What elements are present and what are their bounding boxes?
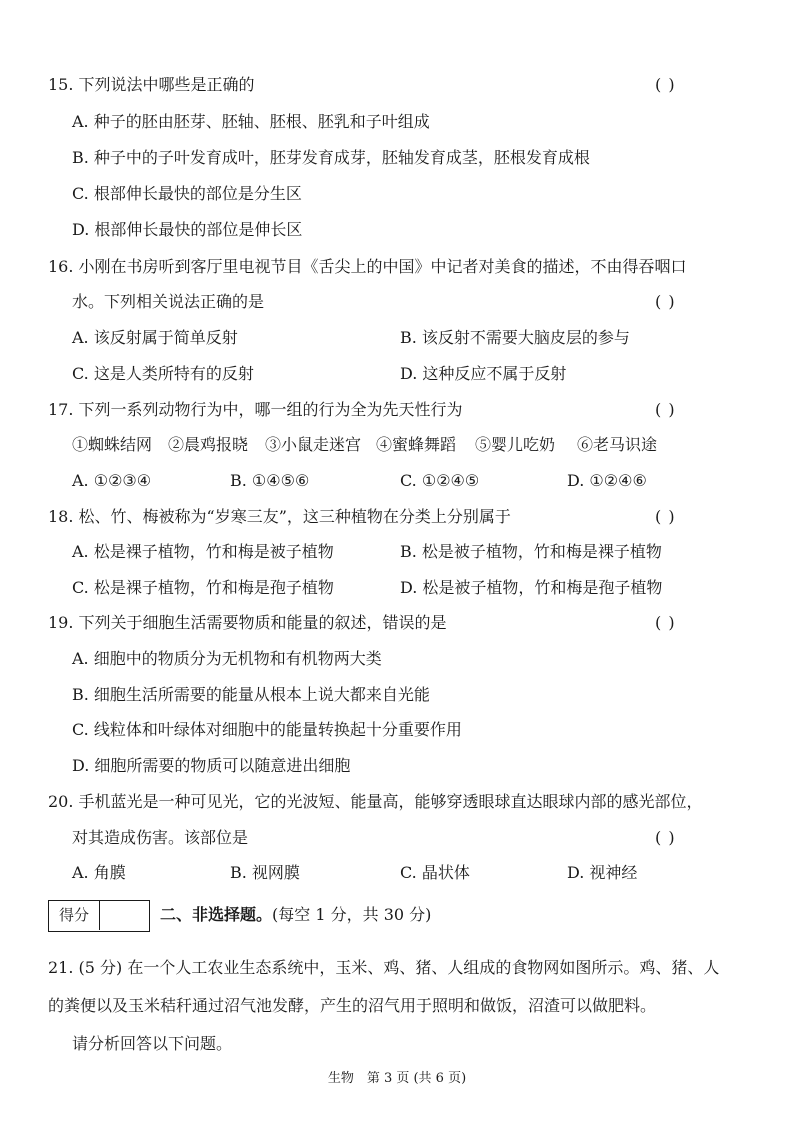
q17-item: ⑤婴儿吃奶 — [475, 435, 556, 454]
section-title: 二、非选择题。 — [160, 905, 273, 924]
q18-option-b: B. 松是被子植物，竹和梅是裸子植物 — [400, 542, 662, 561]
answer-blank-19[interactable]: ( ) — [655, 613, 676, 632]
q16-option-a: A. 该反射属于简单反射 — [72, 328, 238, 347]
q20-option-d: D. 视神经 — [567, 863, 638, 882]
question-18-stem: 18. 松、竹、梅被称为“岁寒三友”，这三种植物在分类上分别属于 — [48, 507, 511, 526]
question-16-stem: 16. 小刚在书房听到客厅里电视节目《舌尖上的中国》中记者对美食的描述，不由得吞咽口 — [48, 257, 687, 276]
question-21-line-2: 的粪便以及玉米秸秆通过沼气池发酵，产生的沼气用于照明和做饭，沼渣可以做肥料。 — [48, 996, 657, 1015]
q16-option-b: B. 该反射不需要大脑皮层的参与 — [400, 328, 630, 347]
q16-option-d: D. 这种反应不属于反射 — [400, 364, 567, 383]
question-16-stem-cont: 水。下列相关说法正确的是 — [72, 292, 265, 311]
q15-option-b: B. 种子中的子叶发育成叶，胚芽发育成芽，胚轴发育成茎，胚根发育成根 — [72, 148, 590, 167]
answer-blank-16[interactable]: ( ) — [655, 292, 676, 311]
answer-blank-18[interactable]: ( ) — [655, 507, 676, 526]
question-20-stem: 20. 手机蓝光是一种可见光，它的光波短、能量高，能够穿透眼球直达眼球内部的感光部位， — [48, 792, 703, 811]
q19-option-b: B. 细胞生活所需要的能量从根本上说大都来自光能 — [72, 685, 430, 704]
answer-blank-20[interactable]: ( ) — [655, 828, 676, 847]
question-21-line-1: 21. (5 分) 在一个人工农业生态系统中，玉米、鸡、猪、人组成的食物网如图所示。鸡、猪、人 — [48, 958, 720, 977]
answer-blank-17[interactable]: ( ) — [655, 400, 676, 419]
q17-item: ⑥老马识途 — [577, 435, 658, 454]
q17-option-d: D. ①②④⑥ — [567, 471, 647, 490]
q20-option-c: C. 晶状体 — [400, 863, 470, 882]
q15-option-a: A. 种子的胚由胚芽、胚轴、胚根、胚乳和子叶组成 — [72, 112, 430, 131]
q20-option-b: B. 视网膜 — [230, 863, 300, 882]
q17-option-a: A. ①②③④ — [72, 471, 152, 490]
section-note: (每空 1 分，共 30 分) — [272, 905, 432, 924]
q17-item: ③小鼠走迷宫 — [265, 435, 362, 454]
q17-item: ①蜘蛛结网 — [72, 435, 153, 454]
q20-option-a: A. 角膜 — [72, 863, 126, 882]
q18-option-d: D. 松是被子植物，竹和梅是孢子植物 — [400, 578, 663, 597]
question-17-stem: 17. 下列一系列动物行为中，哪一组的行为全为先天性行为 — [48, 400, 463, 419]
q15-option-d: D. 根部伸长最快的部位是伸长区 — [72, 220, 303, 239]
q16-option-c: C. 这是人类所特有的反射 — [72, 364, 254, 383]
score-label: 得分 — [49, 901, 100, 930]
page-footer: 生物 第 3 页 (共 6 页) — [327, 1071, 467, 1086]
question-20-stem-cont: 对其造成伤害。该部位是 — [72, 828, 249, 847]
q19-option-d: D. 细胞所需要的物质可以随意进出细胞 — [72, 756, 351, 775]
q15-option-c: C. 根部伸长最快的部位是分生区 — [72, 184, 302, 203]
q19-option-a: A. 细胞中的物质分为无机物和有机物两大类 — [72, 649, 382, 668]
q17-item: ④蜜蜂舞蹈 — [376, 435, 457, 454]
q18-option-c: C. 松是裸子植物，竹和梅是孢子植物 — [72, 578, 334, 597]
question-15-stem: 15. 下列说法中哪些是正确的 — [48, 75, 255, 94]
score-entry-cell[interactable] — [100, 901, 149, 930]
question-19-stem: 19. 下列关于细胞生活需要物质和能量的叙述，错误的是 — [48, 613, 447, 632]
score-box — [48, 900, 150, 932]
q19-option-c: C. 线粒体和叶绿体对细胞中的能量转换起十分重要作用 — [72, 720, 462, 739]
q18-option-a: A. 松是裸子植物，竹和梅是被子植物 — [72, 542, 334, 561]
answer-blank-15[interactable]: ( ) — [655, 75, 676, 94]
q17-option-c: C. ①②④⑤ — [400, 471, 480, 490]
question-21-line-3: 请分析回答以下问题。 — [72, 1034, 233, 1053]
q17-item: ②晨鸡报晓 — [168, 435, 249, 454]
section-header — [160, 905, 431, 925]
q17-option-b: B. ①④⑤⑥ — [230, 471, 310, 490]
